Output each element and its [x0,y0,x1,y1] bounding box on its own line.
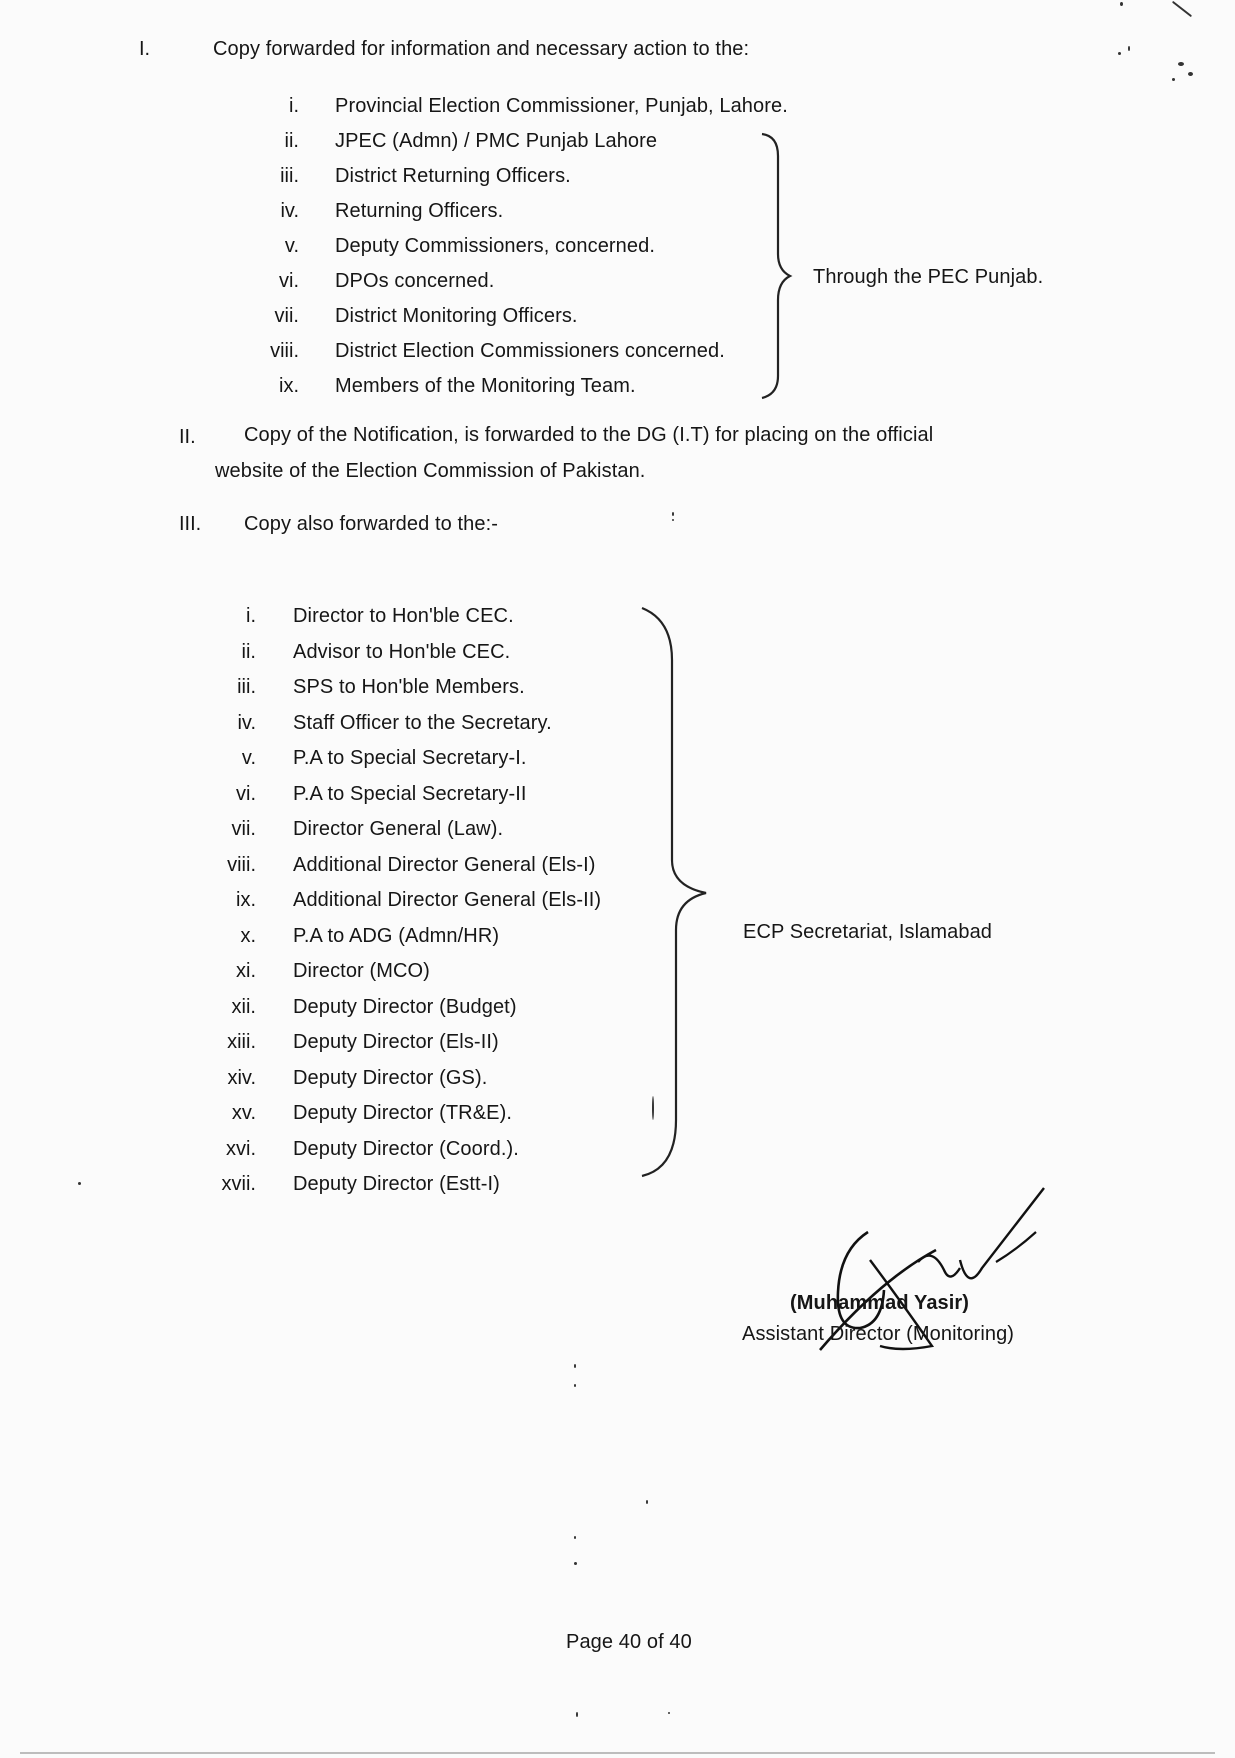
section1-item-text: Returning Officers. [335,200,504,222]
section1-item-text: District Monitoring Officers. [335,305,578,327]
section3-item-text: Deputy Director (GS). [293,1066,488,1089]
section1-item-text: JPEC (Admn) / PMC Punjab Lahore [335,130,658,152]
section3-item-text: SPS to Hon'ble Members. [293,676,525,698]
page-number: Page 40 of 40 [566,1631,692,1653]
section1-item-number: iv. [280,200,299,222]
section3-item-text: Deputy Director (Coord.). [293,1137,519,1160]
section1-item-text: District Election Commissioners concerned. [335,340,725,362]
section-3-number: III. [179,513,202,535]
section3-item-number: xi. [236,960,256,982]
scan-mark [1188,72,1193,76]
section3-item-number: xvi. [226,1137,256,1160]
section1-item-number: vi. [279,270,299,292]
section1-item-text: Members of the Monitoring Team. [335,375,636,397]
section1-item-number: viii. [270,340,299,362]
section1-item-text: Deputy Commissioners, concerned. [335,235,655,257]
scan-mark [20,1752,1215,1754]
scan-mark [1118,52,1121,55]
section3-item-number: v. [241,747,256,769]
section3-item-text: P.A to Special Secretary-II [293,782,527,805]
section3-item-text: Director (MCO) [293,960,430,982]
section3-item-number: xv. [231,1102,256,1124]
signatory-name: (Muhammad Yasir) [790,1292,970,1314]
section3-item-number: xii. [231,995,256,1018]
section3-item-text: Director to Hon'ble CEC. [293,605,514,627]
section3-item-number: ii. [241,640,256,663]
section3-item-text: Advisor to Hon'ble CEC. [293,640,511,663]
scan-mark [1120,2,1123,6]
section3-item-number: iii. [237,676,256,698]
section3-item-number: i. [246,605,256,627]
section3-item-number: xiii. [227,1031,256,1053]
scan-mark [78,1182,81,1185]
section3-item-number: iv. [237,711,256,734]
section3-item-number: vi. [236,782,256,805]
scan-mark [574,1536,576,1539]
scan-mark [574,1384,576,1387]
section1-item-number: ii. [284,130,299,152]
section1-item-text: DPOs concerned. [335,270,495,292]
section-1-number: I. [139,38,151,60]
section1-item-number: vii. [274,305,299,327]
scan-mark [652,1096,654,1120]
section-3-bracket-label: ECP Secretariat, Islamabad [743,921,993,943]
section1-item-number: iii. [280,165,299,187]
scan-mark [1172,78,1175,81]
section3-item-text: P.A to Special Secretary-I. [293,747,527,769]
section-3-heading: Copy also forwarded to the:- [244,513,499,535]
section3-item-text: Deputy Director (Estt-I) [293,1173,500,1195]
section3-item-text: Additional Director General (Els-II) [293,889,602,911]
section-2-number: II. [179,426,196,448]
section1-item-text: Provincial Election Commissioner, Punjab, Lahore. [335,95,788,117]
section3-item-number: xiv. [227,1066,256,1089]
section3-item-text: P.A to ADG (Admn/HR) [293,924,500,947]
scan-mark [574,1364,576,1368]
scan-mark [1178,62,1184,66]
section-1-heading: Copy forwarded for information and necessary action to the: [213,38,750,60]
section3-item-text: Additional Director General (Els-I) [293,853,596,876]
section3-item-text: Staff Officer to the Secretary. [293,711,552,734]
scan-mark [646,1500,648,1504]
section-2-line-2: website of the Election Commission of Pakistan. [215,460,646,482]
section3-item-number: x. [240,924,256,947]
scan-mark [1128,46,1130,51]
signatory-designation: Assistant Director (Monitoring) [742,1323,1015,1345]
section3-item-number: ix. [236,889,256,911]
section3-item-number: vii. [231,818,256,840]
scan-mark [576,1712,578,1717]
section3-item-text: Deputy Director (Els-II) [293,1031,499,1053]
section1-item-number: v. [284,235,299,257]
scan-mark [672,512,674,516]
scan-mark [672,519,674,521]
section3-item-number: xvii. [221,1173,256,1195]
section-1-bracket-label: Through the PEC Punjab. [813,266,1044,288]
section-2-line-1: Copy of the Notification, is forwarded to the DG (I.T) for placing on the official [244,424,934,446]
section1-item-number: ix. [279,375,299,397]
section3-item-number: viii. [227,853,256,876]
scan-mark [574,1562,577,1565]
section3-item-text: Deputy Director (Budget) [293,995,517,1018]
scan-mark [668,1712,670,1714]
section1-item-text: District Returning Officers. [335,165,571,187]
section1-item-number: i. [289,95,299,117]
section3-item-text: Director General (Law). [293,818,504,840]
section3-item-text: Deputy Director (TR&E). [293,1102,513,1124]
